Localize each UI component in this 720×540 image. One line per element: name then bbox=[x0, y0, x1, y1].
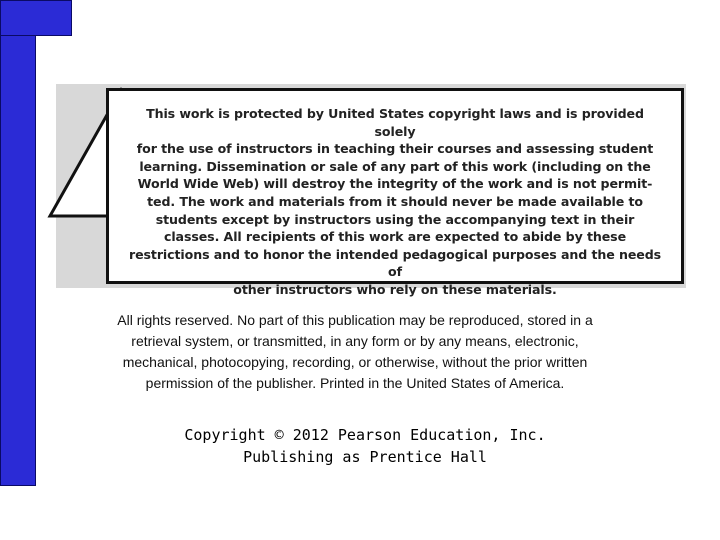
rights-line: mechanical, photocopying, recording, or otherwise, without the prior written bbox=[122, 354, 588, 370]
publisher-line: Publishing as Prentice Hall bbox=[243, 448, 487, 466]
notice-line: ted. The work and materials from it should never be made available to bbox=[147, 193, 643, 209]
copyright-notice-box bbox=[106, 88, 684, 297]
notice-line: students except by instructors using the accompanying text in their bbox=[155, 211, 635, 227]
copyright-footer bbox=[150, 424, 580, 468]
notice-line: classes. All recipients of this work are expected to abide by these bbox=[163, 229, 627, 245]
notice-line: learning. Dissemination or sale of any part of this work (including on the bbox=[139, 158, 651, 174]
rights-line: retrieval system, or transmitted, in any form or by any means, electronic, bbox=[131, 333, 579, 349]
frame-vertical-bar bbox=[0, 0, 36, 486]
notice-line: other instructors who rely on these materials. bbox=[233, 281, 557, 297]
frame-corner bbox=[1, 1, 35, 35]
rights-line: All rights reserved. No part of this publication may be reproduced, stored in a bbox=[117, 312, 593, 328]
notice-line: for the use of instructors in teaching their courses and assessing student bbox=[136, 141, 654, 157]
rights-line: permission of the publisher. Printed in the United States of America. bbox=[145, 375, 565, 391]
rights-reserved-paragraph bbox=[70, 310, 640, 394]
notice-line: This work is protected by United States copyright laws and is provided solely bbox=[146, 106, 644, 139]
copyright-line: Copyright © 2012 Pearson Education, Inc. bbox=[184, 426, 546, 444]
notice-line: World Wide Web) will destroy the integrity of the work and is not permit- bbox=[137, 176, 653, 192]
copyright-notice-text bbox=[125, 105, 665, 299]
notice-line: restrictions and to honor the intended pedagogical purposes and the needs of bbox=[128, 246, 662, 280]
